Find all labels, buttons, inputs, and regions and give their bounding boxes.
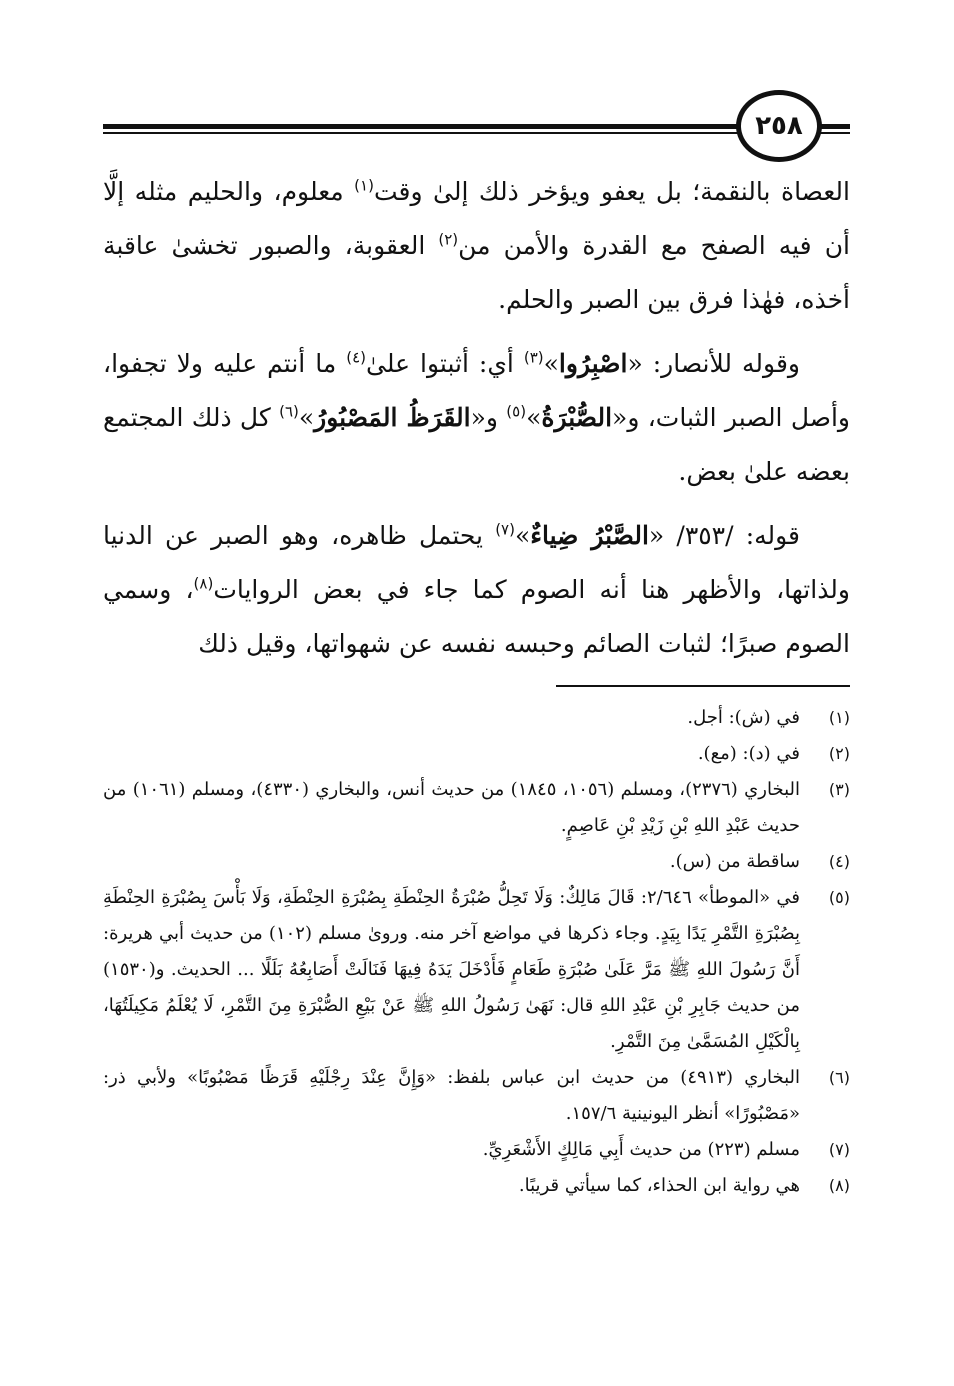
- header-rule-thick: [103, 124, 743, 129]
- text-run: »: [514, 521, 531, 550]
- text-run: العصاة بالنقمة؛ بل يعفو ويؤخر ذلك إلىٰ وقت: [373, 177, 850, 206]
- text-run: يحتمل ظاهره، وهو الصبر عن الدنيا ولذاتها، والأظهر هنا أنه الصوم كما جاء في بعض الروايات: [103, 521, 851, 604]
- footnote-item: [103, 844, 850, 880]
- quote-bold: الصَّبْرُ ضِياءٌ: [530, 521, 649, 550]
- paragraph-3: [103, 509, 850, 671]
- footnote-ref-6[interactable]: (٦): [279, 402, 299, 421]
- footnote-number: (٥): [828, 888, 850, 907]
- footnote-text: مسلم (٢٢٣) من حديث أَبِي مَالِكٍ الأَشْعَرِيِّ.: [482, 1139, 800, 1160]
- text-run: ، وسمي الصوم صبرًا؛ لثبات الصائم وحبسه نفسه عن شهواتها، وقيل ذلك: [103, 575, 850, 658]
- footnote-ref-5[interactable]: (٥): [506, 402, 527, 421]
- text-run: معلوم، والحليم مثله إلَّا أن فيه الصفح مع القدرة والأمن من: [103, 177, 850, 260]
- footnote-number: (٦): [828, 1068, 850, 1087]
- footnote-number: (١): [828, 708, 850, 727]
- text-run: أي: أثبتوا علىٰ: [366, 349, 524, 378]
- footnote-text: البخاري (٢٣٧٦)، ومسلم (١٠٥٦، ١٨٤٥) من حديث أنس، والبخاري (٤٣٣٠)، ومسلم (١٠٦١) من حديث عَبْدِ اللهِ بْنِ زَيْدِ بْنِ عَاصِمٍ.: [103, 779, 800, 836]
- footnote-item: [103, 1132, 850, 1168]
- footnote-item: [103, 736, 850, 772]
- text-run: »: [526, 403, 542, 432]
- main-text: [103, 165, 850, 681]
- footnote-number: (٤): [828, 852, 850, 871]
- quote-bold: اصْبِرُوا: [558, 349, 628, 378]
- footnote-item: [103, 1060, 850, 1132]
- text-run: ما أنتم عليه ولا تجفوا، وأصل الصبر الثبات، و«: [103, 349, 851, 432]
- footnote-ref-7[interactable]: (٧): [495, 520, 515, 539]
- footnote-ref-3[interactable]: (٣): [523, 348, 544, 367]
- footnote-text: هي رواية ابن الحذاء، كما سيأتي قريبًا.: [518, 1175, 800, 1196]
- text-run: قوله: /٣٥٣/ «: [648, 521, 801, 550]
- footnote-item: [103, 1168, 850, 1204]
- page-header: [0, 0, 954, 160]
- header-rule-thin: [103, 132, 743, 134]
- footnote-text: البخاري (٤٩١٣) من حديث ابن عباس بلفظ: «وَإِنَّ عِنْدَ رِجْلَيْهِ قَرَظًا مَصْبُوبًا» ولأبي ذر: «مَصْبُورًا» أنظر اليونينية ١٥٧/٦.: [103, 1067, 801, 1124]
- quote-bold: الصُّبْرَةُ: [541, 403, 613, 432]
- footnote-ref-4[interactable]: (٤): [346, 348, 367, 367]
- footnote-text: ساقطة من (س).: [669, 851, 800, 872]
- footnote-ref-1[interactable]: (١): [354, 176, 374, 195]
- footnote-number: (٨): [828, 1176, 850, 1195]
- text-run: كل ذلك المجتمع بعضه علىٰ بعض.: [103, 403, 850, 486]
- paragraph-2: [103, 337, 850, 499]
- footnote-number: (٣): [828, 780, 850, 799]
- footnote-text: في (ش): أجل.: [687, 707, 800, 728]
- text-run: العقوبة، والصبور تخشىٰ عاقبة أخذه، فهٰذا فرق بين الصبر والحلم.: [103, 231, 850, 314]
- header-rule-right-thin: [820, 132, 850, 134]
- text-run: و«: [470, 403, 507, 432]
- footnote-text: في (د): (مع).: [697, 743, 800, 764]
- footnote-number: (٢): [828, 744, 850, 763]
- footnote-number: (٧): [828, 1140, 850, 1159]
- page-number: ٢٥٨: [736, 90, 822, 162]
- footnote-ref-2[interactable]: (٢): [438, 230, 459, 249]
- text-run: »: [298, 403, 315, 432]
- footnote-item: [103, 880, 850, 1060]
- text-run: »: [543, 349, 559, 378]
- footnotes: [103, 700, 850, 1204]
- footnote-text: في «الموطأ» ٢/٦٤٦: قَالَ مَالِكٌ: وَلَا تَحِلُّ صُبْرَةُ الحِنْطَةِ بِصُبْرَةِ الحِنْطَةِ، وَلَا بَأْسَ بِصُبْرَةِ الحِنْطَةِ بِصُبْرَةِ التَّمْرِ يَدًا بِيَدٍ. وجاء ذكرها في مواضع آخر منه. وروىٰ مسلم (١٠٢) من حديث أبي هريرة: أَنَّ رَسُولَ اللهِ ﷺ مَرَّ عَلَىٰ صُبْرَةِ طَعَامٍ فَأَدْخَلَ يَدَهُ فِيهَا فَنَالَتْ أَصَابِعُهُ بَلَلًا ... الحديث. و(١٥٣٠) من حديث جَابِرِ بْنِ عَبْدِ اللهِ قال: نَهَىٰ رَسُولُ اللهِ ﷺ عَنْ بَيْعِ الصُّبْرَةِ مِنَ التَّمْرِ، لَا يُعْلَمُ مَكِيلَتُهَا، بِالْكَيْلِ المُسَمَّىٰ مِنَ التَّمْرِ.: [103, 887, 801, 1052]
- quote-bold: القَرَظُ المَصْبُورُ: [314, 403, 471, 432]
- text-run: وقوله للأنصار: «: [627, 349, 800, 378]
- paragraph-1: [103, 165, 850, 327]
- header-rule-right-thick: [820, 124, 850, 129]
- footnote-item: [103, 772, 850, 844]
- footnote-item: [103, 700, 850, 736]
- footnote-divider: [556, 685, 850, 687]
- footnote-ref-8[interactable]: (٨): [193, 574, 214, 593]
